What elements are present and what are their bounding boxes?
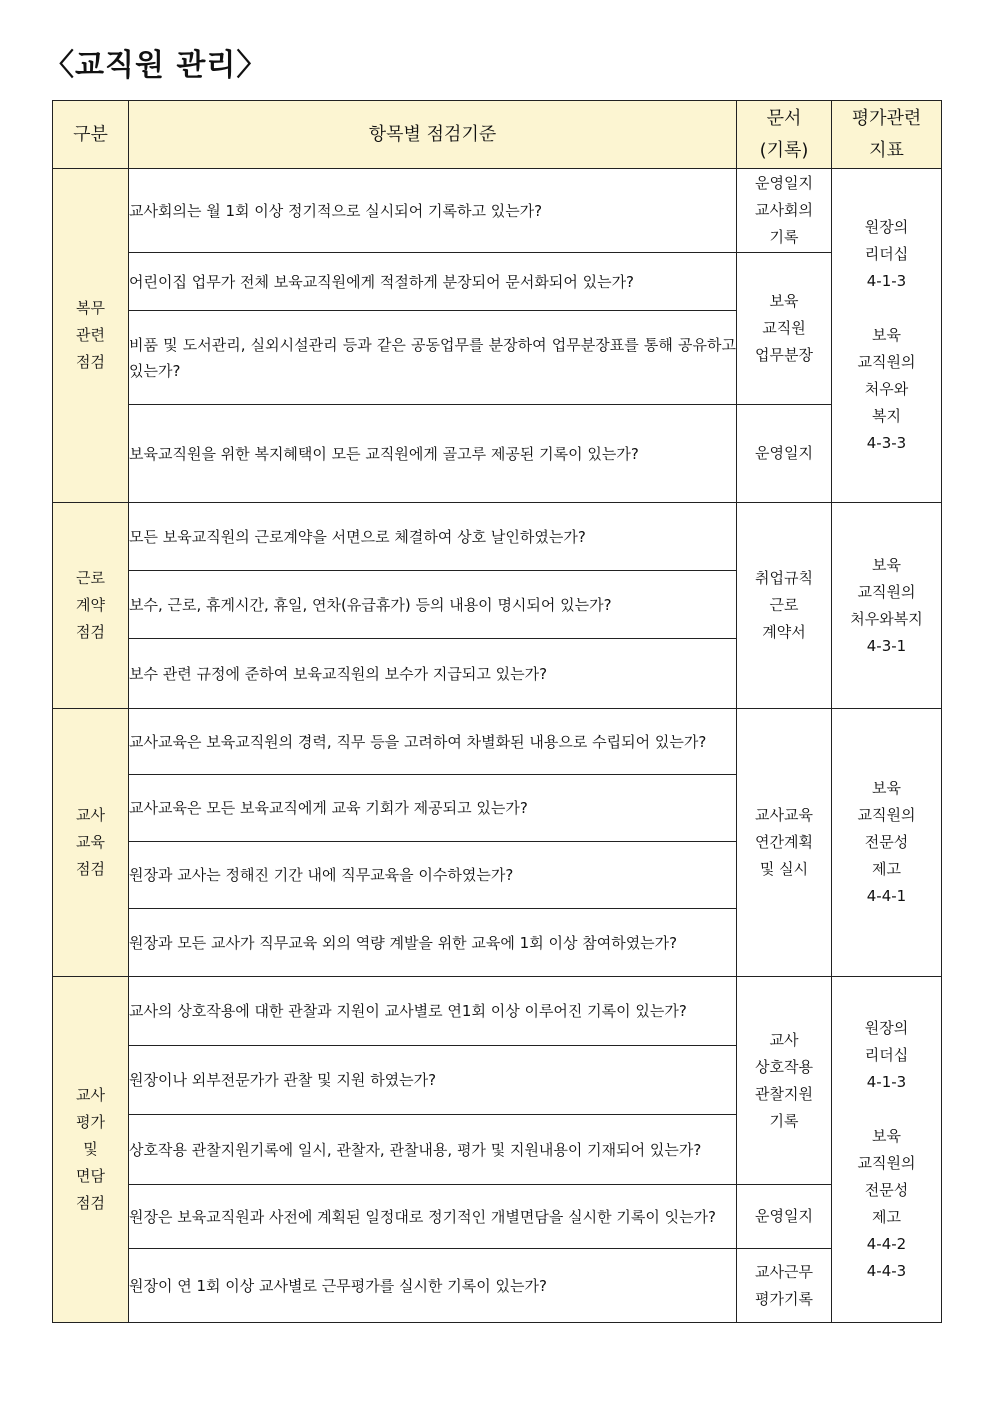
indicator-line: 제고 (872, 860, 901, 878)
category-line: 및 (83, 1140, 98, 1158)
criteria-cell: 보수 관련 규정에 준하여 보육교직원의 보수가 지급되고 있는가? (129, 639, 737, 709)
document-cell (737, 405, 832, 503)
indicator-line: 보육 (872, 326, 901, 344)
category-line: 교육 (76, 833, 105, 851)
table-row (53, 253, 942, 311)
category-cell (53, 709, 129, 977)
indicator-line: 교직원의 (857, 806, 916, 824)
table-row (53, 169, 942, 253)
category-line: 점검 (76, 353, 105, 371)
indicator-spacer (832, 1096, 941, 1123)
document-cell (737, 253, 832, 405)
document-line: 관찰지원 (755, 1084, 813, 1103)
category-line: 관련 (76, 326, 105, 344)
table-row (53, 709, 942, 775)
header-indicator (832, 101, 942, 169)
criteria-cell: 교사교육은 보육교직원의 경력, 직무 등을 고려하여 차별화된 내용으로 수립되어 있는가? (129, 709, 737, 775)
criteria-cell: 비품 및 도서관리, 실외시설관리 등과 같은 공동업무를 분장하여 업무분장표를 통해 공유하고 있는가? (129, 311, 737, 405)
criteria-cell: 원장은 보육교직원과 사전에 계획된 일정대로 정기적인 개별면담을 실시한 기록이 잇는가? (129, 1185, 737, 1249)
category-line: 점검 (76, 860, 105, 878)
header-document (737, 101, 832, 169)
indicator-spacer (832, 295, 941, 322)
page-title: 〈교직원 관리〉 (44, 48, 268, 83)
header-indicator-line: 지표 (869, 139, 904, 161)
category-cell (53, 169, 129, 503)
document-cell (737, 977, 832, 1185)
indicator-line: 전문성 (864, 833, 909, 851)
indicator-line: 4-4-2 (866, 1234, 907, 1253)
document-line: 운영일지 (755, 444, 813, 462)
criteria-cell: 원장이 연 1회 이상 교사별로 근무평가를 실시한 기록이 있는가? (129, 1249, 737, 1323)
document-cell (737, 169, 832, 253)
criteria-cell: 상호작용 관찰지원기록에 일시, 관찰자, 관찰내용, 평가 및 지원내용이 기재되어 있는가? (129, 1115, 737, 1185)
document-line: 및 실시 (759, 860, 809, 878)
indicator-line: 교직원의 (857, 582, 916, 601)
header-indicator-line: 평가관련 (851, 107, 922, 129)
indicator-line: 4-1-3 (866, 272, 907, 290)
document-line: 근로 (769, 596, 799, 614)
document-line: 연간계획 (755, 833, 813, 851)
indicator-line: 처우와복지 (850, 609, 923, 628)
criteria-cell: 교사의 상호작용에 대한 관찰과 지원이 교사별로 연1회 이상 이루어진 기록이 있는가? (129, 977, 737, 1046)
header-category: 구분 (53, 101, 129, 169)
header-document-line: (기록) (759, 139, 809, 161)
table-row (53, 1249, 942, 1323)
table-row (53, 1185, 942, 1249)
category-line: 점검 (76, 623, 105, 641)
indicator-line: 리더십 (864, 1045, 909, 1064)
indicator-cell (832, 169, 942, 503)
document-line: 보육 (769, 292, 799, 310)
document-line: 교사 (769, 1030, 799, 1049)
table-row (53, 503, 942, 571)
criteria-cell: 모든 보육교직원의 근로계약을 서면으로 체결하여 상호 날인하였는가? (129, 503, 737, 571)
document-line: 운영일지 (755, 1207, 813, 1225)
document-line: 상호작용 (755, 1057, 813, 1076)
indicator-line: 교직원의 (857, 1153, 916, 1172)
indicator-line: 원장의 (864, 218, 909, 236)
category-line: 점검 (76, 1194, 105, 1212)
indicator-line: 4-4-3 (866, 1261, 907, 1280)
criteria-cell: 원장과 모든 교사가 직무교육 외의 역량 계발을 위한 교육에 1회 이상 참여하였는가? (129, 909, 737, 977)
criteria-cell: 교사회의는 월 1회 이상 정기적으로 실시되어 기록하고 있는가? (129, 169, 737, 253)
document-cell (737, 1185, 832, 1249)
category-cell (53, 503, 129, 709)
indicator-line: 전문성 (864, 1180, 909, 1199)
document-line: 교직원 (762, 319, 806, 337)
indicator-line: 리더십 (864, 245, 909, 263)
indicator-cell (832, 977, 942, 1323)
indicator-line: 4-3-1 (866, 636, 907, 655)
document-cell (737, 503, 832, 709)
category-line: 교사 (76, 806, 105, 824)
document-line: 교사근무 (755, 1262, 813, 1281)
document-cell (737, 1249, 832, 1323)
indicator-line: 4-4-1 (866, 887, 907, 905)
indicator-line: 보육 (872, 555, 901, 574)
indicator-line: 보육 (872, 779, 901, 797)
checklist-table (52, 100, 942, 1323)
table-row (53, 405, 942, 503)
indicator-line: 원장의 (864, 1018, 909, 1037)
category-line: 계약 (76, 596, 105, 614)
document-line: 기록 (769, 1111, 799, 1130)
indicator-line: 제고 (872, 1207, 901, 1226)
document-line: 운영일지 (755, 174, 813, 192)
indicator-cell (832, 709, 942, 977)
category-line: 교사 (76, 1086, 105, 1104)
indicator-line: 4-3-3 (866, 434, 907, 452)
document-line: 평가기록 (755, 1289, 813, 1308)
indicator-line: 4-1-3 (866, 1072, 907, 1091)
document-line: 교사교육 (755, 806, 813, 824)
indicator-cell (832, 503, 942, 709)
category-cell (53, 977, 129, 1323)
header-document-line: 문서 (766, 107, 802, 129)
indicator-line: 보육 (872, 1126, 901, 1145)
category-line: 근로 (76, 569, 105, 587)
criteria-cell: 교사교육은 모든 보육교직에게 교육 기회가 제공되고 있는가? (129, 775, 737, 842)
category-line: 면담 (76, 1167, 105, 1185)
criteria-cell: 원장이나 외부전문가가 관찰 및 지원 하였는가? (129, 1046, 737, 1115)
document-line: 기록 (769, 228, 799, 246)
criteria-cell: 어린이집 업무가 전체 보육교직원에게 적절하게 분장되어 문서화되어 있는가? (129, 253, 737, 311)
criteria-cell: 보육교직원을 위한 복지혜택이 모든 교직원에게 골고루 제공된 기록이 있는가? (129, 405, 737, 503)
document-line: 계약서 (762, 623, 806, 641)
header-criteria: 항목별 점검기준 (129, 101, 737, 169)
category-line: 복무 (76, 299, 105, 317)
document-cell (737, 709, 832, 977)
category-line: 평가 (76, 1113, 105, 1131)
indicator-line: 처우와 (864, 380, 909, 398)
table-row (53, 977, 942, 1046)
criteria-cell: 보수, 근로, 휴게시간, 휴일, 연차(유급휴가) 등의 내용이 명시되어 있는가? (129, 571, 737, 639)
document-line: 업무분장 (755, 346, 813, 364)
indicator-line: 복지 (872, 407, 901, 425)
document-line: 교사회의 (755, 201, 813, 219)
indicator-line: 교직원의 (857, 353, 916, 371)
table-header-row (53, 101, 942, 169)
document-line: 취업규칙 (755, 569, 813, 587)
criteria-cell: 원장과 교사는 정해진 기간 내에 직무교육을 이수하였는가? (129, 842, 737, 909)
